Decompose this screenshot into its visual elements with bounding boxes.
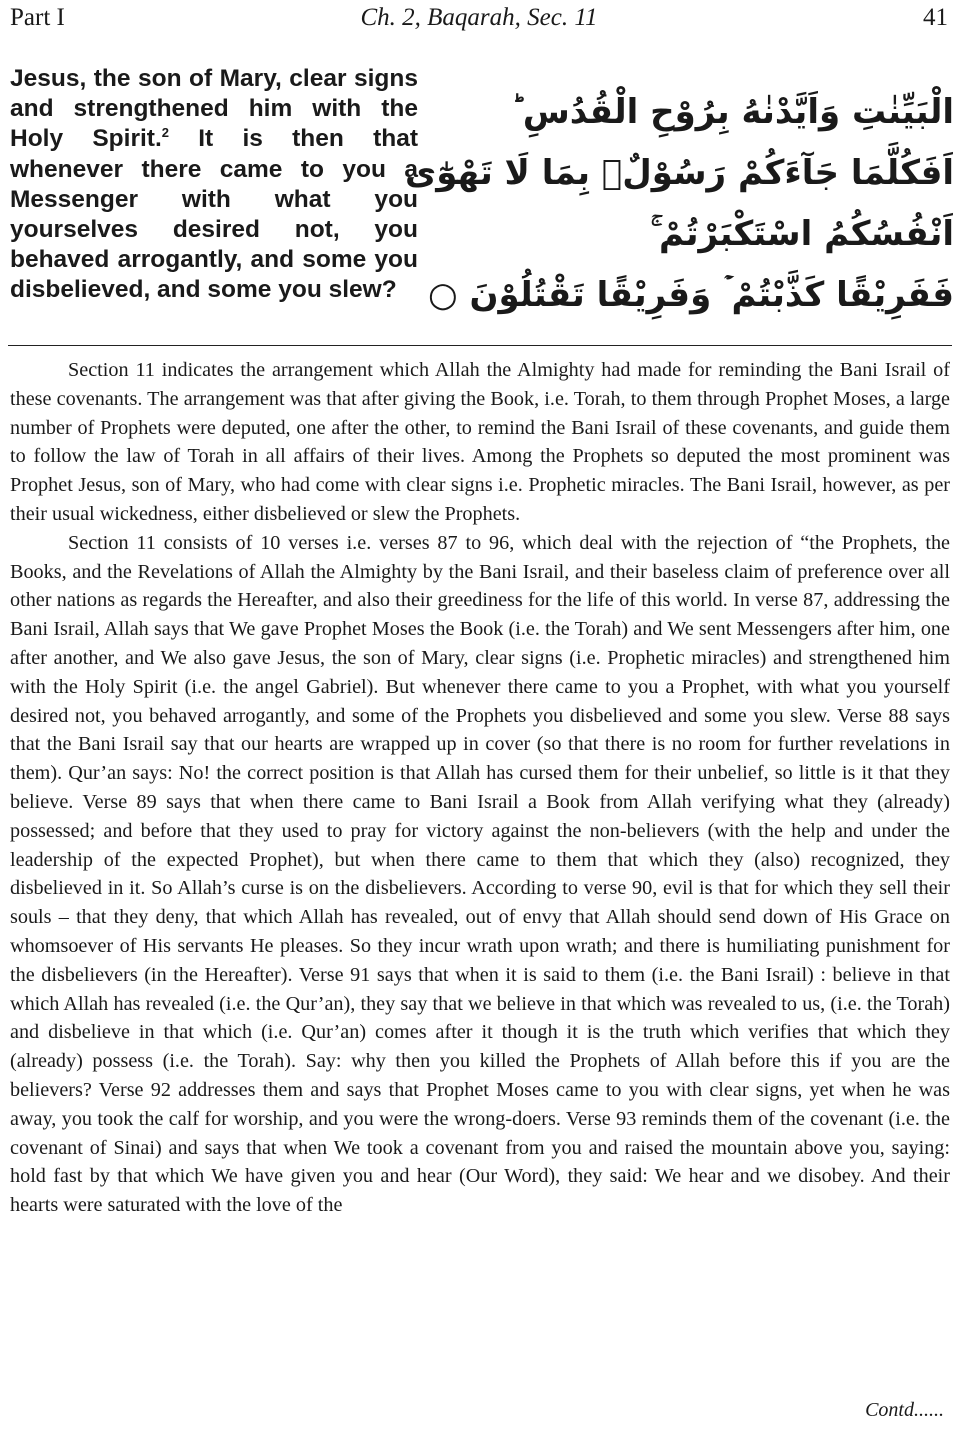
commentary-paragraph-1: Section 11 indicates the arrangement which Allah the Almighty had made for reminding the Bani Israil of these covenants. The arrangement was that after giving the Book, i.e. Torah, to them through Prophet Moses, a large number of Prophets were deputed, one after the other, to remind the Bani Israil of these covenants, and guide them to follow the law of Torah in all affairs of their lives. Among the Prophets so deputed the most prominent was Prophet Jesus, son of Mary, who had come with clear signs i.e. Prophetic miracles. The Bani Israil, however, as per their usual wickedness, either disbelieved or slew the Prophets. bbox=[10, 359, 950, 525]
arabic-line-1: الْبَيِّنٰتِ وَاَيَّدْنٰهُ بِرُوْحِ الْقُدُسِ ؕ bbox=[511, 92, 954, 132]
commentary bbox=[10, 356, 950, 1220]
arabic-line-2: اَفَكُلَّمَا جَآءَكُمْ رَسُوْلٌۢ بِمَا لَا تَهْوٰٓى bbox=[405, 153, 954, 193]
arabic-verse bbox=[405, 82, 954, 326]
translation-text-part-1: Jesus, the son of Mary, clear signs and strengthened him with the Holy Spirit. bbox=[10, 65, 418, 153]
page-header bbox=[10, 4, 948, 38]
arabic-line-3: اَنْفُسُكُمُ اسْتَكْبَرْتُمْ ۚ bbox=[650, 214, 954, 254]
continued-marker: Contd...... bbox=[865, 1399, 944, 1421]
arabic-line-4: فَفَرِيْقًا كَذَّبْتُمْ ۡ وَفَرِيْقًا تَقْتُلُوْنَ ○ bbox=[427, 275, 954, 315]
translation-text-part-2: It is then that whenever there came to you a Messenger with what you yourselves desired not, you behaved arrogantly, and some you disbelieved, and some you slew? bbox=[10, 125, 418, 304]
footnote-marker: 2 bbox=[161, 125, 169, 141]
page-number: 41 bbox=[923, 4, 948, 31]
verse-translation bbox=[10, 64, 418, 306]
part-label: Part I bbox=[10, 4, 65, 31]
chapter-title: Ch. 2, Baqarah, Sec. 11 bbox=[360, 4, 598, 31]
section-divider bbox=[8, 345, 952, 346]
commentary-paragraph-2: Section 11 consists of 10 verses i.e. verses 87 to 96, which deal with the rejection of “the Prophets, the Books, and the Revelations of Allah the Almighty by the Bani Israil, and their baseless claim of preference over all other nations as regards the Hereafter, and also their greediness for the life of this world. In verse 87, addressing the Bani Israil, Allah says that We gave Prophet Moses the Book (i.e. the Torah) and We sent Messengers after him, one after another, and We also gave Jesus, the son of Mary, clear signs (i.e. Prophetic miracles) and strengthened him with the Holy Spirit (i.e. the angel Gabriel). But whenever there came to you a Prophet, with what you yourself desired not, you behaved arrogantly, and some of the Prophets you disbelieved and some you slew. Verse 88 says that the Bani Israil say that our hearts are wrapped up in cover (so that there is no room for further revelations in them). Qur’an says: No! the correct position is that Allah has cursed them for their unbelief, so little is it that they believe. Verse 89 says that when there came to Bani Israil a Book from Allah verifying what they (already) possessed; and before that they used to pray for victory against the non-believers (with the help and under the leadership of the expected Prophet), but when there came to them that which they (also) recognized, they disbelieved in it. So Allah’s curse is on the disbelievers. According to verse 90, evil is that for which they sell their souls – that they deny, that which Allah has revealed, out of envy that Allah should send down of His Grace on whomsoever of His servants He pleases. So they incur wrath upon wrath; and there is humiliating punishment for the disbelievers (in the Hereafter). Verse 91 says that when it is said to them (i.e. the Bani Israil) : believe in that which Allah has revealed (i.e. the Qur’an), they say that we believe in that which was revealed to us, (i.e. the Torah) and disbelieve in that which (i.e. Qur’an) comes after it though it is the truth which verifies that which they (already) possess (i.e. the Torah). Say: why then you killed the Prophets of Allah before this if you are the believers? Verse 92 addresses them and says that Prophet Moses came to you with clear signs, yet when he was away, you took the calf for worship, and you were the wrong-doers. Verse 93 reminds them of the covenant (i.e. the covenant of Sinai) and says that when We took a covenant from you and raised the mountain above you, saying: hold fast by that which We have given you and hear (Our Word), they said: We hear and we disobey. And their hearts were saturated with the love of the bbox=[10, 531, 950, 1217]
